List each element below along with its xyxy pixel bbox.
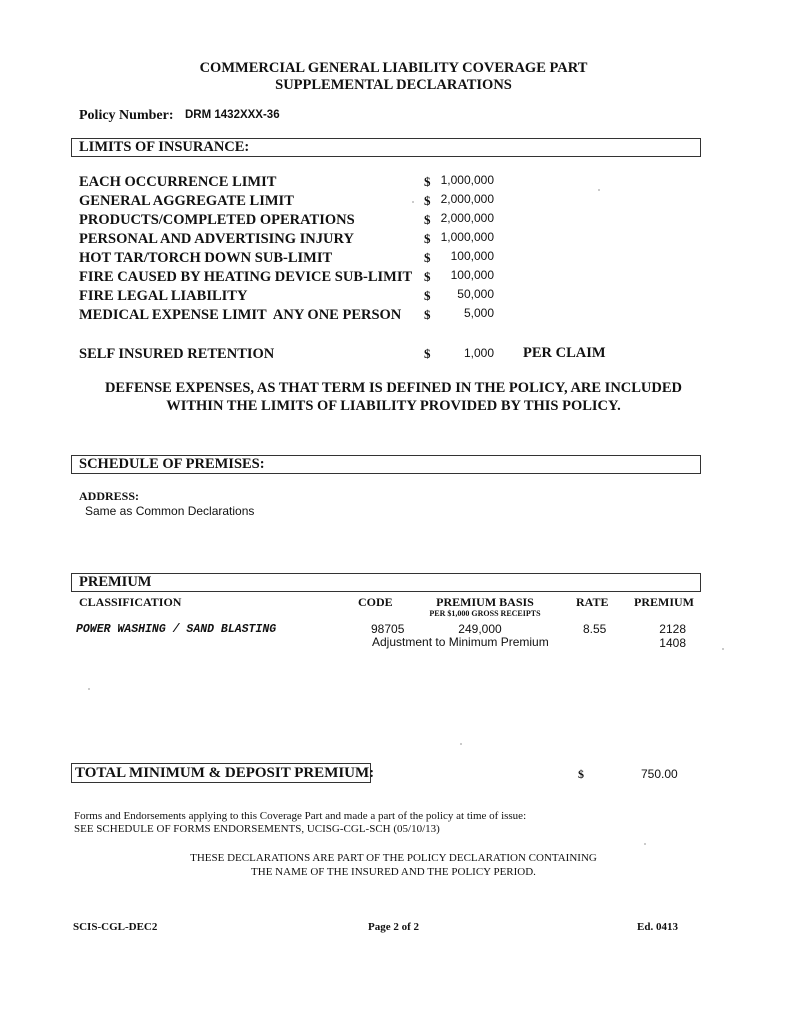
limit-value: 100,000 — [450, 249, 494, 263]
premium-cell: 2128 — [659, 622, 686, 636]
column-header-classification: CLASSIFICATION — [79, 595, 182, 609]
limit-currency: $ — [424, 307, 431, 322]
limit-value: 2,000,000 — [440, 211, 494, 225]
limits-section-title: LIMITS OF INSURANCE: — [79, 139, 250, 155]
scan-speck — [88, 688, 90, 690]
adjustment-label: Adjustment to Minimum Premium — [372, 635, 549, 649]
limit-label: MEDICAL EXPENSE LIMIT ANY ONE PERSON — [79, 307, 402, 323]
scan-speck — [460, 743, 462, 745]
limit-currency: $ — [424, 269, 431, 284]
address-label: ADDRESS: — [79, 489, 140, 503]
limit-label: PRODUCTS/COMPLETED OPERATIONS — [79, 212, 355, 228]
premises-section-title: SCHEDULE OF PREMISES: — [79, 456, 265, 472]
footer-form-id: SCIS-CGL-DEC2 — [73, 921, 158, 933]
limit-currency: $ — [424, 212, 431, 227]
scan-speck — [598, 189, 600, 191]
limit-label: HOT TAR/TORCH DOWN SUB-LIMIT — [79, 250, 333, 266]
declaration-note-line2: THE NAME OF THE INSURED AND THE POLICY PERIOD. — [251, 866, 536, 878]
column-header-code: CODE — [358, 595, 393, 609]
total-value: 750.00 — [641, 767, 678, 781]
limit-currency: $ — [424, 250, 431, 265]
limit-value: 100,000 — [450, 268, 494, 282]
document-title: COMMERCIAL GENERAL LIABILITY COVERAGE PART — [199, 60, 588, 76]
total-label: TOTAL MINIMUM & DEPOSIT PREMIUM: — [75, 765, 375, 781]
policy-number-label: Policy Number: — [79, 108, 174, 123]
scan-speck — [644, 843, 646, 845]
premium-section-title: PREMIUM — [79, 574, 152, 590]
column-header-premium-basis: PREMIUM BASIS — [436, 595, 534, 609]
limit-value: 5,000 — [463, 306, 494, 320]
retention-suffix: PER CLAIM — [523, 345, 606, 361]
retention-value: 1,000 — [463, 346, 494, 360]
retention-label: SELF INSURED RETENTION — [79, 346, 275, 362]
limit-label: FIRE LEGAL LIABILITY — [79, 288, 248, 304]
document-subtitle: SUPPLEMENTAL DECLARATIONS — [275, 77, 512, 93]
footer-page-number: Page 2 of 2 — [367, 921, 419, 933]
column-header-rate: RATE — [576, 595, 609, 609]
limit-label: FIRE CAUSED BY HEATING DEVICE SUB-LIMIT — [79, 269, 413, 285]
limit-currency: $ — [424, 193, 431, 208]
limit-currency: $ — [424, 174, 431, 189]
column-header-premium: PREMIUM — [634, 595, 694, 609]
limit-value: 50,000 — [457, 287, 494, 301]
policy-number-value: DRM 1432XXX-36 — [185, 109, 280, 121]
scan-speck — [722, 648, 724, 650]
declaration-note-line1: THESE DECLARATIONS ARE PART OF THE POLICY DECLARATION CONTAINING — [190, 852, 597, 864]
adjustment-premium: 1408 — [659, 636, 686, 650]
forms-line2: SEE SCHEDULE OF FORMS ENDORSEMENTS, UCISG-CGL-SCH (05/10/13) — [74, 823, 440, 835]
limit-value: 1,000,000 — [440, 173, 494, 187]
limit-value: 2,000,000 — [440, 192, 494, 206]
premium-basis-cell: 249,000 — [458, 622, 502, 636]
limit-currency: $ — [424, 288, 431, 303]
premium-section-box — [71, 573, 701, 592]
defense-notice-line2: WITHIN THE LIMITS OF LIABILITY PROVIDED BY THIS POLICY. — [166, 398, 621, 414]
classification-cell: POWER WASHING / SAND BLASTING — [76, 623, 277, 636]
defense-notice-line1: DEFENSE EXPENSES, AS THAT TERM IS DEFINED IN THE POLICY, ARE INCLUDED — [104, 380, 683, 396]
footer-edition: Ed. 0413 — [637, 921, 678, 933]
limit-label: GENERAL AGGREGATE LIMIT — [79, 193, 294, 209]
limit-label: PERSONAL AND ADVERTISING INJURY — [79, 231, 354, 247]
forms-line1: Forms and Endorsements applying to this Coverage Part and made a part of the policy at time of issue: — [74, 810, 527, 822]
code-cell: 98705 — [371, 622, 405, 636]
total-currency: $ — [578, 767, 584, 781]
scan-speck — [412, 201, 414, 203]
column-header-basis-subtitle: PER $1,000 GROSS RECEIPTS — [429, 609, 541, 618]
rate-cell: 8.55 — [583, 622, 607, 636]
limit-value: 1,000,000 — [440, 230, 494, 244]
limit-currency: $ — [424, 231, 431, 246]
retention-currency: $ — [424, 346, 431, 361]
limit-label: EACH OCCURRENCE LIMIT — [79, 174, 277, 190]
address-value: Same as Common Declarations — [85, 504, 255, 518]
